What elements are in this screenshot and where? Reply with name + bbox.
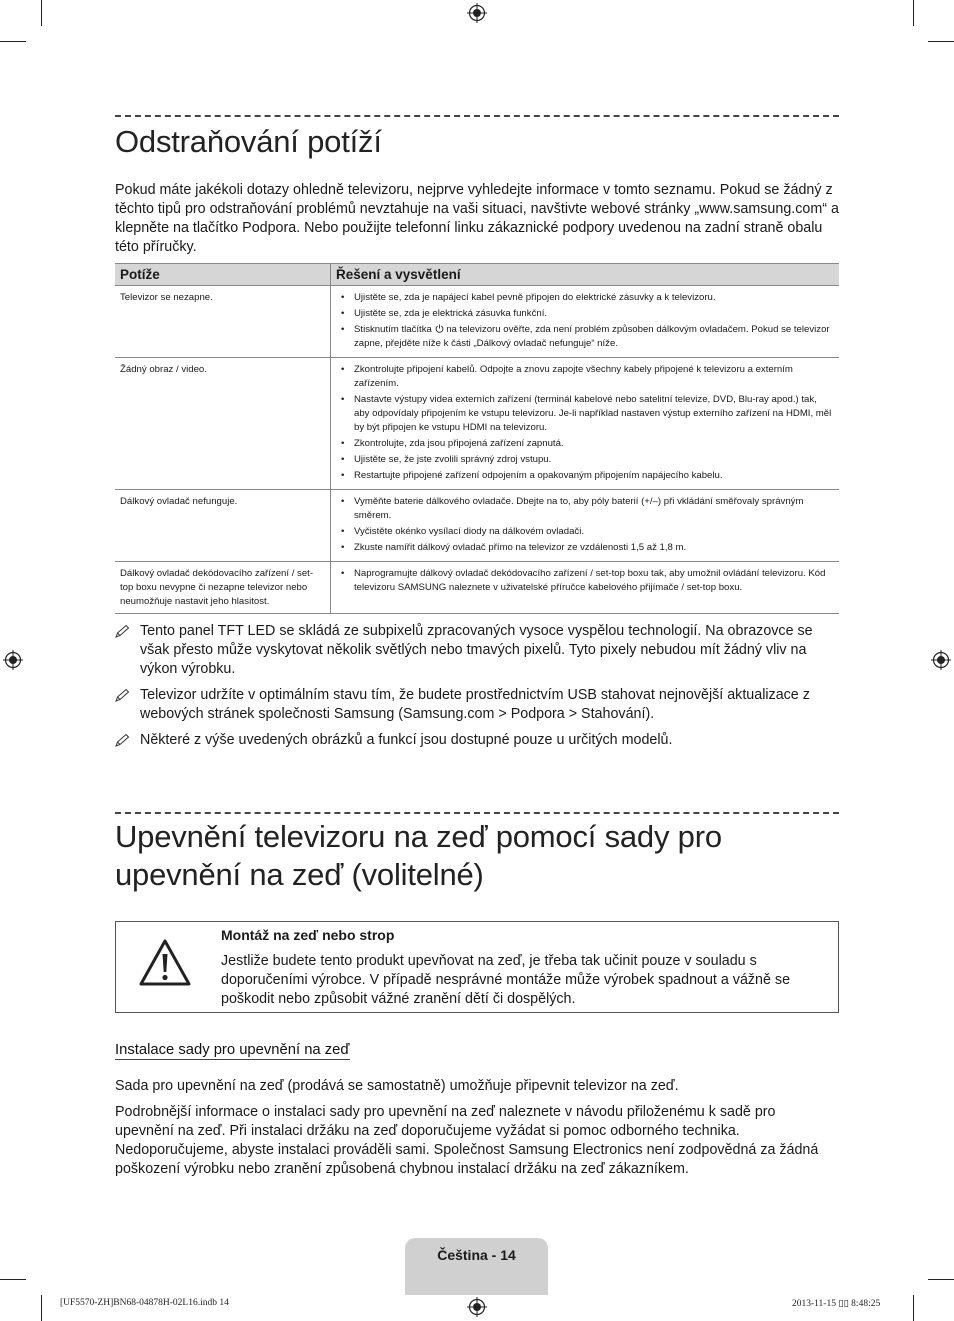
solution-cell [331, 562, 840, 614]
solution-item: • Zkuste namířit dálkový ovladač přímo na televizor ze vzdálenosti 1,5 až 1,8 m. [354, 541, 834, 555]
crop-mark [913, 0, 914, 26]
solution-item: • Ujistěte se, zda je elektrická zásuvka funkční. [354, 307, 834, 321]
table-header-row [115, 264, 839, 286]
caution-box [115, 921, 839, 1013]
note-item [115, 731, 839, 750]
problem-cell: Dálkový ovladač nefunguje. [115, 490, 331, 562]
note-text: Televizor udržíte v optimálním stavu tím, že budete prostřednictvím USB stahovat nejnovější aktualizace z webových stránek společnosti Samsung (Samsung.com > Podpora > Stahování). [140, 687, 810, 722]
crop-mark [0, 41, 26, 42]
pencil-note-icon [115, 688, 131, 702]
crop-mark [913, 1295, 914, 1321]
solution-item: • Vyměňte baterie dálkového ovladače. Dbejte na to, aby póly baterií (+/–) při vkládání směřovaly správným směrem. [354, 495, 834, 523]
page-number-badge [405, 1238, 548, 1295]
troubleshooting-table [115, 263, 839, 614]
solution-item: • Ujistěte se, že jste zvolili správný zdroj vstupu. [354, 453, 834, 467]
solution-cell [331, 286, 840, 358]
column-header-solution: Řešení a vysvětlení [331, 264, 840, 286]
warning-triangle-icon [138, 938, 192, 988]
crop-mark [41, 0, 42, 26]
section-divider [115, 812, 839, 814]
registration-mark-icon [931, 650, 951, 670]
solution-item: • Zkontrolujte, zda jsou připojená zařízení zapnutá. [354, 437, 834, 451]
section-title-troubleshooting: Odstraňování potíží [115, 124, 382, 159]
caution-text: Jestliže budete tento produkt upevňovat na zeď, je třeba tak učinit pouze v souladu s doporučeními výrobce. V případě nesprávné montáže může výrobek spadnout a vážně se poškodit nebo způsobit vážné zranění dětí či dospělých. [221, 953, 791, 1007]
registration-mark-icon [3, 650, 23, 670]
solution-item: • Ujistěte se, zda je napájecí kabel pevně připojen do elektrické zásuvky a k televizoru. [354, 291, 834, 305]
note-item [115, 686, 839, 724]
subheading-install-kit: Instalace sady pro upevnění na zeď [115, 1042, 350, 1058]
note-item [115, 622, 839, 679]
crop-mark [928, 41, 954, 42]
problem-cell: Žádný obraz / video. [115, 358, 331, 490]
intro-paragraph: Pokud máte jakékoli dotazy ohledně televizoru, nejprve vyhledejte informace v tomto seznamu. Pokud se žádný z těchto tipů pro odstraňování problémů nevztahuje na vaši situaci, navštivte webové stránky „www.samsung.com“ a klepněte na tlačítko Podpora. Nebo použijte telefonní linku zákaznické podpory uvedenou na zadní straně obalu této příručky. [115, 182, 839, 255]
solution-text: Stisknutím tlačítka [354, 324, 432, 335]
note-text: Tento panel TFT LED se skládá ze subpixelů zpracovaných vysoce vyspělou technologií. Na obrazovce se však přesto může vyskytovat několik světlých nebo tmavých pixelů. Tyto pixely nebudou mít žádný vliv na výkon výrobku. [140, 623, 813, 677]
section-divider [115, 115, 839, 117]
solution-item: • Naprogramujte dálkový ovladač dekódovacího zařízení / set-top boxu tak, aby umožnil ovládání televizoru. Kód televizoru SAMSUNG naleznete v uživatelské příručce kabelového přijímače / set-top boxu. [354, 567, 834, 595]
note-text: Některé z výše uvedených obrázků a funkcí jsou dostupné pouze u určitých modelů. [140, 732, 673, 748]
problem-cell: Televizor se nezapne. [115, 286, 331, 358]
solution-item: • Zkontrolujte připojení kabelů. Odpojte a znovu zapojte všechny kabely připojené k televizoru a externím zařízením. [354, 363, 834, 391]
table-row [115, 358, 839, 490]
solution-item: • Nastavte výstupy videa externích zařízení (terminál kabelové nebo satelitní televize, DVD, Blu-ray apod.) tak, aby odpovídaly připojením ke vstupu televizoru. Je-li například nastaven výstup externího zařízení na HDMI, měl by být připojen ke vstupu HDMI na televizoru. [354, 393, 834, 435]
pencil-note-icon [115, 733, 131, 747]
table-row [115, 490, 839, 562]
column-header-problem: Potíže [115, 264, 331, 286]
body-paragraph: Sada pro upevnění na zeď (prodává se samostatně) umožňuje připevnit televizor na zeď. [115, 1078, 679, 1094]
footer-file-info: [UF5570-ZH]BN68-04878H-02L16.indb 14 [60, 1298, 229, 1308]
section-title-wall-mount [115, 818, 722, 894]
power-icon [435, 324, 444, 333]
solution-item [354, 323, 834, 351]
solution-cell [331, 490, 840, 562]
registration-mark-icon [467, 1297, 487, 1317]
crop-mark [0, 1279, 26, 1280]
notes-list [115, 622, 839, 757]
table-row [115, 286, 839, 358]
title-line: Upevnění televizoru na zeď pomocí sady pro [115, 819, 722, 854]
registration-mark-icon [467, 3, 487, 23]
problem-cell: Dálkový ovladač dekódovacího zařízení / set-top boxu nevypne či nezapne televizor nebo neumožňuje nastavit jeho hlasitost. [115, 562, 331, 614]
body-paragraph: Podrobnější informace o instalaci sady pro upevnění na zeď naleznete v návodu přiloženému k sadě pro upevnění na zeď. Při instalaci držáku na zeď doporučujeme vyžádat si pomoc odborného technika. Nedoporučujeme, abyste instalaci prováděli sami. Společnost Samsung Electronics není zodpovědná za žádná poškození výrobku nebo zranění způsobená chybnou instalací držáku na zeď zákazníkem. [115, 1104, 819, 1177]
pencil-note-icon [115, 624, 131, 638]
solution-cell [331, 358, 840, 490]
solution-item: • Restartujte připojené zařízení odpojením a opakovaným připojením napájecího kabelu. [354, 469, 834, 483]
footer-timestamp: 2013-11-15 ▯▯ 8:48:25 [792, 1299, 881, 1309]
crop-mark [41, 1295, 42, 1321]
crop-mark [928, 1279, 954, 1280]
title-line: upevnění na zeď (volitelné) [115, 857, 484, 892]
caution-title: Montáž na zeď nebo strop [221, 927, 395, 943]
table-row [115, 562, 839, 614]
solution-item: • Vyčistěte okénko vysílací diody na dálkovém ovladači. [354, 525, 834, 539]
solution-text: na televizoru ověřte, zda není problém způsoben dálkovým ovladačem. Pokud se televizor zapne, přejděte níže k části „Dálkový ovladač nefunguje“ níže. [354, 324, 830, 349]
page-label: Čeština - 14 [437, 1247, 516, 1263]
